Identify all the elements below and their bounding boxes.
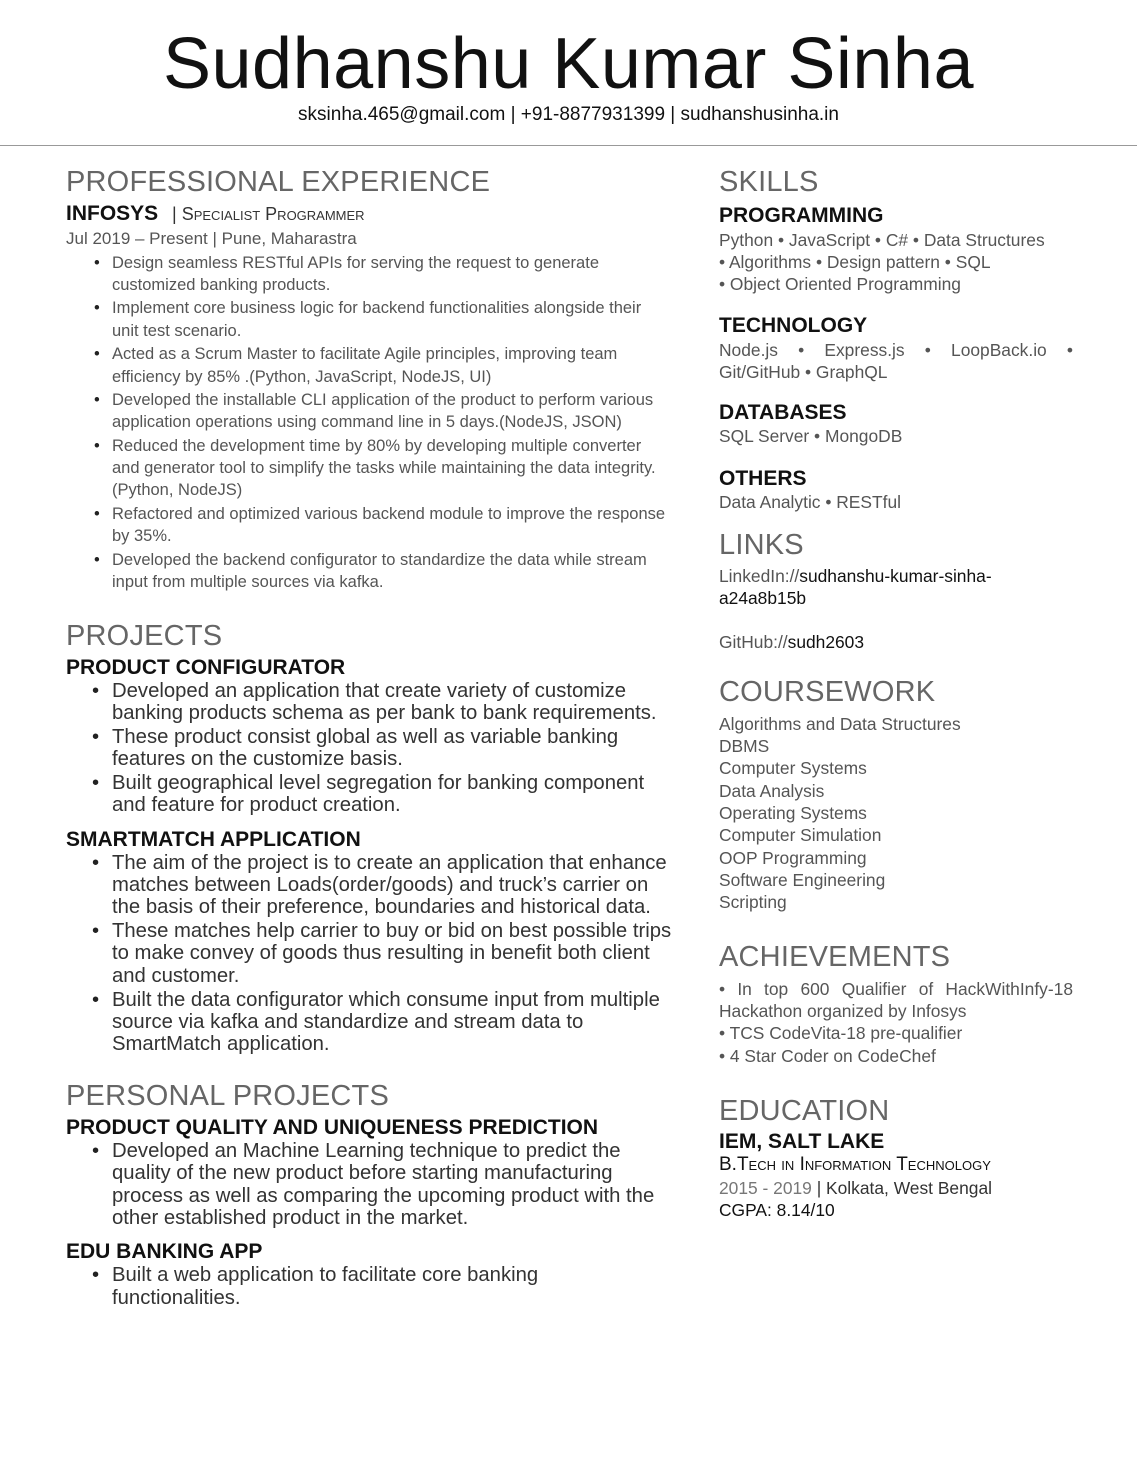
personal-projects-heading: PERSONAL PROJECTS <box>66 1080 390 1113</box>
education-dates: 2015 - 2019 <box>719 1177 812 1198</box>
experience-company <box>66 201 672 227</box>
experience-heading: PROFESSIONAL EXPERIENCE <box>66 166 491 198</box>
list-item: • Implement core business logic for backend functionalities alongside their unit test scenario. <box>66 297 672 342</box>
list-item: Operating Systems <box>719 802 867 823</box>
achievements-heading: ACHIEVEMENTS <box>719 941 951 974</box>
skills-technology-line: Git/GitHub • GraphQL <box>719 361 888 382</box>
list-item: Data Analysis <box>719 780 825 801</box>
list-item: Software Engineering <box>719 869 886 890</box>
project-title: SMARTMATCH APPLICATION <box>66 827 361 851</box>
list-item: • Developed the backend configurator to standardize the data while stream input from multiple sources via kafka. <box>66 549 672 594</box>
list-item: Computer Simulation <box>719 825 882 846</box>
list-item: Algorithms and Data Structures <box>719 713 961 734</box>
coursework-list <box>719 713 1073 914</box>
education-location: | Kolkata, West Bengal <box>816 1177 992 1198</box>
list-item: • These product consist global as well as variable banking features on the customize basis. <box>66 726 672 771</box>
project-bullets <box>66 1264 672 1309</box>
list-item: • 4 Star Coder on CodeChef <box>719 1045 936 1066</box>
list-item: Scripting <box>719 892 787 913</box>
list-item: Computer Systems <box>719 758 867 779</box>
list-item: • These matches help carrier to buy or bid on best possible trips to make convey of goods thus resulting in benefit both client and customer. <box>66 920 672 987</box>
list-item: • Built the data configurator which consume input from multiple source via kafka and standardize and stream data to SmartMatch application. <box>66 989 672 1056</box>
project-title: PRODUCT QUALITY AND UNIQUENESS PREDICTION <box>66 1115 599 1139</box>
education-degree: B.Tech in Information Technology <box>719 1154 991 1176</box>
education-school: IEM, SALT LAKE <box>719 1130 885 1154</box>
left-column <box>66 166 672 1310</box>
skills-programming-line: • Object Oriented Programming <box>719 274 961 295</box>
list-item: • Built geographical level segregation for banking component and feature for product creation. <box>66 772 672 817</box>
achievements-list <box>719 978 1073 1067</box>
list-item: • In top 600 Qualifier of HackWithInfy-18 <box>719 978 1073 999</box>
skills-heading: SKILLS <box>719 166 819 198</box>
education-heading: EDUCATION <box>719 1094 890 1127</box>
list-item: • Built a web application to facilitate core banking functionalities. <box>66 1264 672 1309</box>
projects-heading: PROJECTS <box>66 620 223 653</box>
project-bullets <box>66 1140 672 1229</box>
list-item: • Acted as a Scrum Master to facilitate Agile principles, improving team efficiency by 85% .(Python, JavaScript, NodeJS, UI) <box>66 343 672 388</box>
contact-line: sksinha.465@gmail.com | +91-8877931399 | sudhanshusinha.in <box>298 104 839 125</box>
list-item: • The aim of the project is to create an application that enhance matches between Loads(order/goods) and truck’s carrier on the basis of their preference, boundaries and historical data. <box>66 852 672 919</box>
experience-dates: Jul 2019 – Present | Pune, Maharastra <box>66 228 357 248</box>
github-link[interactable] <box>719 631 1073 653</box>
education-meta <box>719 1177 1073 1199</box>
skills-databases-line: SQL Server • MongoDB <box>719 426 903 447</box>
skills-technology-line: Node.js • Express.js • LoopBack.io • <box>719 339 1073 360</box>
project-title: PRODUCT CONFIGURATOR <box>66 655 346 679</box>
list-item: • Refactored and optimized various backend module to improve the response by 35%. <box>66 503 672 548</box>
linkedin-link[interactable] <box>719 565 1073 587</box>
list-item: Hackathon organized by Infosys <box>719 1001 967 1022</box>
github-handle[interactable]: sudh2603 <box>787 632 865 653</box>
skills-programming-title: PROGRAMMING <box>719 204 884 228</box>
list-item: • Developed an Machine Learning technique to predict the quality of the new product before starting manufacturing process as well as comparing the upcoming product with the other established product in the market. <box>66 1140 672 1229</box>
linkedin-handle-cont[interactable]: a24a8b15b <box>719 587 807 608</box>
skills-programming-line: Python • JavaScript • C# • Data Structures <box>719 229 1045 250</box>
linkedin-handle[interactable]: sudhanshu-kumar-sinha- <box>799 565 992 586</box>
linkedin-prefix: LinkedIn:// <box>719 565 800 586</box>
list-item: OOP Programming <box>719 847 867 868</box>
skills-others-line: Data Analytic • RESTful <box>719 491 901 512</box>
right-column <box>719 166 1073 1221</box>
list-item: • TCS CodeVita-18 pre-qualifier <box>719 1023 963 1044</box>
skills-others-title: OTHERS <box>719 466 807 490</box>
list-item: • Developed the installable CLI application of the product to perform various application operations using command line in 5 days.(NodeJS, JSON) <box>66 389 672 434</box>
project-title: EDU BANKING APP <box>66 1240 263 1264</box>
job-role: | Specialist Programmer <box>172 204 365 225</box>
list-item: • Developed an application that create variety of customize banking products schema as per bank to bank requirements. <box>66 680 672 725</box>
coursework-heading: COURSEWORK <box>719 676 936 709</box>
skills-technology-title: TECHNOLOGY <box>719 314 868 338</box>
experience-bullets <box>66 252 672 594</box>
links-heading: LINKS <box>719 529 804 562</box>
header-divider <box>0 145 1137 146</box>
project-bullets <box>66 852 672 1056</box>
skills-databases-title: DATABASES <box>719 401 847 425</box>
project-bullets <box>66 680 672 817</box>
list-item: DBMS <box>719 736 770 757</box>
skills-programming-line: • Algorithms • Design pattern • SQL <box>719 251 991 272</box>
list-item: • Design seamless RESTful APIs for serving the request to generate customized banking products. <box>66 252 672 297</box>
candidate-name: Sudhanshu Kumar Sinha <box>162 24 975 104</box>
education-cgpa: CGPA: 8.14/10 <box>719 1200 835 1221</box>
company-name: INFOSYS <box>66 202 159 226</box>
list-item: • Reduced the development time by 80% by developing multiple converter and generator tool to simplify the tasks while maintaining the data integrity.(Python, NodeJS) <box>66 435 672 502</box>
github-prefix: GitHub:// <box>719 632 788 653</box>
